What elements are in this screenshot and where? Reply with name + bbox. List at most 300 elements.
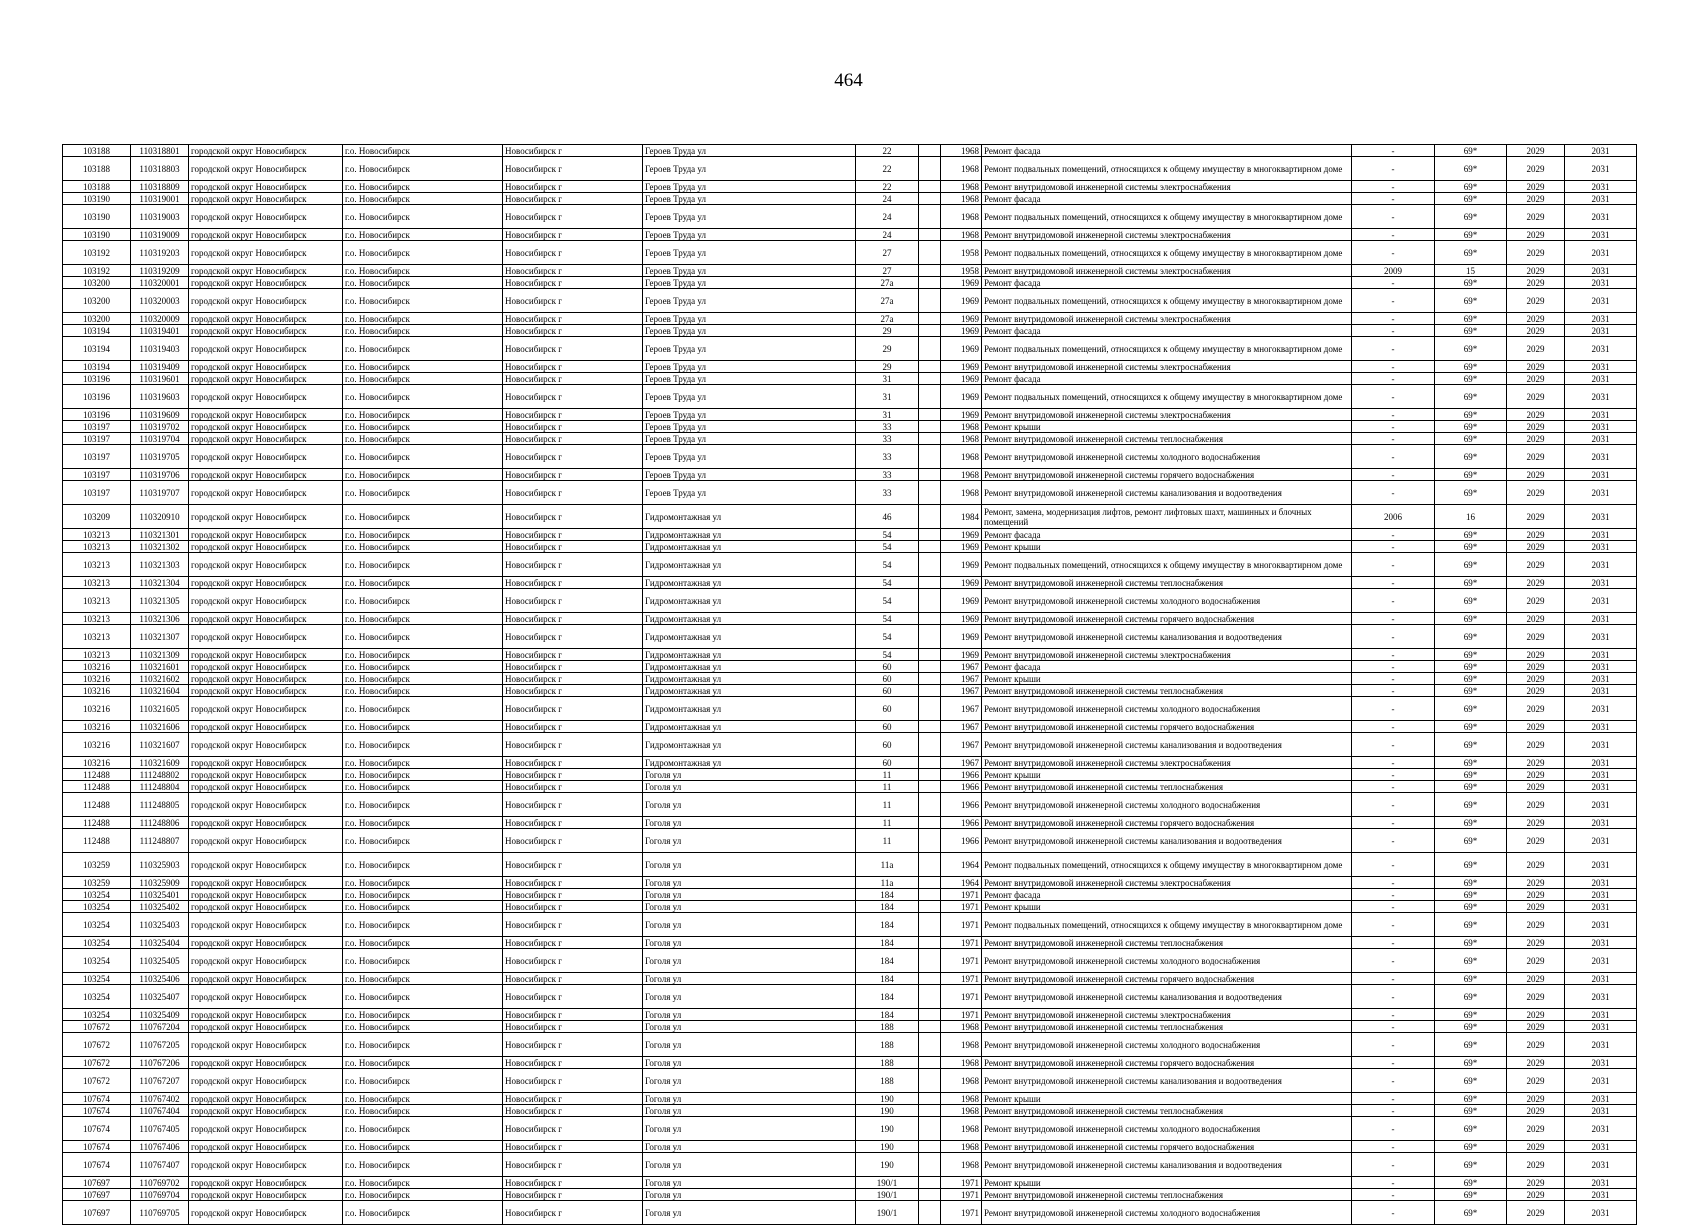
- cost-cell: -: [1352, 985, 1435, 1009]
- empty-cell: [919, 853, 941, 877]
- term-cell: 69*: [1435, 157, 1507, 181]
- district-cell: городской округ Новосибирск: [189, 541, 343, 553]
- empty-cell: [919, 1021, 941, 1033]
- year-to-cell: 2031: [1565, 1069, 1637, 1093]
- street-cell: Героев Труда ул: [643, 337, 856, 361]
- term-cell: 69*: [1435, 289, 1507, 313]
- settlement-cell: Новосибирск г: [503, 277, 643, 289]
- municipality-cell: г.о. Новосибирск: [343, 793, 503, 817]
- work-type-cell: Ремонт внутридомовой инженерной системы холодного водоснабжения: [982, 445, 1352, 469]
- empty-cell: [919, 553, 941, 577]
- house-cell: 33: [856, 469, 919, 481]
- work-code-cell: 110321306: [131, 613, 189, 625]
- settlement-cell: Новосибирск г: [503, 793, 643, 817]
- street-cell: Гоголя ул: [643, 937, 856, 949]
- cost-cell: -: [1352, 1069, 1435, 1093]
- work-type-cell: Ремонт внутридомовой инженерной системы электроснабжения: [982, 1009, 1352, 1021]
- table-row: [63, 1189, 1637, 1201]
- year-to-cell: 2031: [1565, 313, 1637, 325]
- table-row: [63, 325, 1637, 337]
- district-cell: городской округ Новосибирск: [189, 853, 343, 877]
- settlement-cell: Новосибирск г: [503, 481, 643, 505]
- house-cell: 22: [856, 145, 919, 157]
- empty-cell: [919, 289, 941, 313]
- work-type-cell: Ремонт внутридомовой инженерной системы холодного водоснабжения: [982, 793, 1352, 817]
- municipality-cell: г.о. Новосибирск: [343, 781, 503, 793]
- municipality-cell: г.о. Новосибирск: [343, 1021, 503, 1033]
- term-cell: 69*: [1435, 1057, 1507, 1069]
- work-code-cell: 110767406: [131, 1141, 189, 1153]
- house-cell: 22: [856, 181, 919, 193]
- cost-cell: -: [1352, 481, 1435, 505]
- street-cell: Гоголя ул: [643, 1189, 856, 1201]
- year-from-cell: 2029: [1507, 241, 1565, 265]
- house-cell: 190: [856, 1117, 919, 1141]
- year-to-cell: 2031: [1565, 193, 1637, 205]
- district-cell: городской округ Новосибирск: [189, 229, 343, 241]
- house-cell: 184: [856, 1009, 919, 1021]
- work-type-cell: Ремонт внутридомовой инженерной системы канализования и водоотведения: [982, 985, 1352, 1009]
- built-year-cell: 1969: [941, 649, 982, 661]
- work-code-cell: 110319401: [131, 325, 189, 337]
- year-from-cell: 2029: [1507, 1009, 1565, 1021]
- year-to-cell: 2031: [1565, 649, 1637, 661]
- table-row: [63, 685, 1637, 697]
- work-type-cell: Ремонт фасада: [982, 661, 1352, 673]
- district-cell: городской округ Новосибирск: [189, 577, 343, 589]
- house-cell: 24: [856, 229, 919, 241]
- year-from-cell: 2029: [1507, 229, 1565, 241]
- term-cell: 69*: [1435, 793, 1507, 817]
- house-cell: 54: [856, 625, 919, 649]
- district-cell: городской округ Новосибирск: [189, 313, 343, 325]
- term-cell: 69*: [1435, 1153, 1507, 1177]
- cost-cell: -: [1352, 385, 1435, 409]
- cost-cell: -: [1352, 853, 1435, 877]
- municipality-cell: г.о. Новосибирск: [343, 817, 503, 829]
- object-id-cell: 107674: [63, 1141, 131, 1153]
- year-from-cell: 2029: [1507, 421, 1565, 433]
- district-cell: городской округ Новосибирск: [189, 673, 343, 685]
- object-id-cell: 103216: [63, 697, 131, 721]
- work-code-cell: 110319609: [131, 409, 189, 421]
- street-cell: Героев Труда ул: [643, 277, 856, 289]
- district-cell: городской округ Новосибирск: [189, 145, 343, 157]
- municipality-cell: г.о. Новосибирск: [343, 433, 503, 445]
- work-type-cell: Ремонт внутридомовой инженерной системы теплоснабжения: [982, 685, 1352, 697]
- municipality-cell: г.о. Новосибирск: [343, 505, 503, 529]
- work-type-cell: Ремонт внутридомовой инженерной системы теплоснабжения: [982, 1021, 1352, 1033]
- object-id-cell: 107672: [63, 1021, 131, 1033]
- settlement-cell: Новосибирск г: [503, 289, 643, 313]
- district-cell: городской округ Новосибирск: [189, 505, 343, 529]
- district-cell: городской округ Новосибирск: [189, 1021, 343, 1033]
- street-cell: Героев Труда ул: [643, 229, 856, 241]
- year-from-cell: 2029: [1507, 265, 1565, 277]
- district-cell: городской округ Новосибирск: [189, 793, 343, 817]
- street-cell: Героев Труда ул: [643, 313, 856, 325]
- year-from-cell: 2029: [1507, 757, 1565, 769]
- municipality-cell: г.о. Новосибирск: [343, 757, 503, 769]
- built-year-cell: 1969: [941, 577, 982, 589]
- settlement-cell: Новосибирск г: [503, 265, 643, 277]
- settlement-cell: Новосибирск г: [503, 901, 643, 913]
- object-id-cell: 107674: [63, 1105, 131, 1117]
- year-from-cell: 2029: [1507, 901, 1565, 913]
- work-type-cell: Ремонт крыши: [982, 541, 1352, 553]
- object-id-cell: 107672: [63, 1033, 131, 1057]
- house-cell: 60: [856, 661, 919, 673]
- object-id-cell: 103188: [63, 157, 131, 181]
- work-type-cell: Ремонт внутридомовой инженерной системы электроснабжения: [982, 409, 1352, 421]
- built-year-cell: 1971: [941, 949, 982, 973]
- object-id-cell: 103192: [63, 241, 131, 265]
- object-id-cell: 103200: [63, 289, 131, 313]
- work-type-cell: Ремонт фасада: [982, 193, 1352, 205]
- municipality-cell: г.о. Новосибирск: [343, 937, 503, 949]
- built-year-cell: 1968: [941, 1033, 982, 1057]
- table-row: [63, 937, 1637, 949]
- empty-cell: [919, 277, 941, 289]
- district-cell: городской округ Новосибирск: [189, 1033, 343, 1057]
- empty-cell: [919, 373, 941, 385]
- term-cell: 69*: [1435, 277, 1507, 289]
- year-to-cell: 2031: [1565, 505, 1637, 529]
- object-id-cell: 112488: [63, 829, 131, 853]
- work-type-cell: Ремонт фасада: [982, 325, 1352, 337]
- street-cell: Гидромонтажная ул: [643, 673, 856, 685]
- year-to-cell: 2031: [1565, 973, 1637, 985]
- year-to-cell: 2031: [1565, 157, 1637, 181]
- empty-cell: [919, 445, 941, 469]
- municipality-cell: г.о. Новосибирск: [343, 157, 503, 181]
- house-cell: 54: [856, 553, 919, 577]
- work-code-cell: 110767206: [131, 1057, 189, 1069]
- district-cell: городской округ Новосибирск: [189, 325, 343, 337]
- term-cell: 69*: [1435, 145, 1507, 157]
- table-row: [63, 1009, 1637, 1021]
- works-table-body: [63, 145, 1637, 1225]
- work-type-cell: Ремонт внутридомовой инженерной системы горячего водоснабжения: [982, 817, 1352, 829]
- empty-cell: [919, 649, 941, 661]
- municipality-cell: г.о. Новосибирск: [343, 733, 503, 757]
- table-row: [63, 661, 1637, 673]
- empty-cell: [919, 697, 941, 721]
- municipality-cell: г.о. Новосибирск: [343, 661, 503, 673]
- work-code-cell: 110319603: [131, 385, 189, 409]
- table-row: [63, 289, 1637, 313]
- year-from-cell: 2029: [1507, 1105, 1565, 1117]
- cost-cell: -: [1352, 433, 1435, 445]
- table-row: [63, 1093, 1637, 1105]
- built-year-cell: 1968: [941, 1069, 982, 1093]
- year-from-cell: 2029: [1507, 1021, 1565, 1033]
- year-from-cell: 2029: [1507, 661, 1565, 673]
- year-from-cell: 2029: [1507, 853, 1565, 877]
- empty-cell: [919, 433, 941, 445]
- work-code-cell: 110769702: [131, 1177, 189, 1189]
- work-code-cell: 110320009: [131, 313, 189, 325]
- object-id-cell: 103216: [63, 757, 131, 769]
- settlement-cell: Новосибирск г: [503, 757, 643, 769]
- municipality-cell: г.о. Новосибирск: [343, 685, 503, 697]
- settlement-cell: Новосибирск г: [503, 229, 643, 241]
- house-cell: 11: [856, 817, 919, 829]
- year-from-cell: 2029: [1507, 781, 1565, 793]
- work-code-cell: 110319702: [131, 421, 189, 433]
- object-id-cell: 103216: [63, 661, 131, 673]
- street-cell: Героев Труда ул: [643, 157, 856, 181]
- street-cell: Гоголя ул: [643, 1009, 856, 1021]
- house-cell: 54: [856, 529, 919, 541]
- table-row: [63, 553, 1637, 577]
- municipality-cell: г.о. Новосибирск: [343, 1069, 503, 1093]
- cost-cell: -: [1352, 817, 1435, 829]
- term-cell: 69*: [1435, 913, 1507, 937]
- term-cell: 69*: [1435, 949, 1507, 973]
- work-code-cell: 110320003: [131, 289, 189, 313]
- object-id-cell: 103259: [63, 877, 131, 889]
- table-row: [63, 529, 1637, 541]
- work-type-cell: Ремонт, замена, модернизация лифтов, ремонт лифтовых шахт, машинных и блочных помещений: [982, 505, 1352, 529]
- year-from-cell: 2029: [1507, 541, 1565, 553]
- municipality-cell: г.о. Новосибирск: [343, 1189, 503, 1201]
- district-cell: городской округ Новосибирск: [189, 181, 343, 193]
- object-id-cell: 103213: [63, 553, 131, 577]
- work-type-cell: Ремонт крыши: [982, 1093, 1352, 1105]
- municipality-cell: г.о. Новосибирск: [343, 277, 503, 289]
- object-id-cell: 103254: [63, 1009, 131, 1021]
- built-year-cell: 1969: [941, 313, 982, 325]
- object-id-cell: 103188: [63, 145, 131, 157]
- municipality-cell: г.о. Новосибирск: [343, 913, 503, 937]
- work-type-cell: Ремонт внутридомовой инженерной системы электроснабжения: [982, 181, 1352, 193]
- year-to-cell: 2031: [1565, 1117, 1637, 1141]
- work-type-cell: Ремонт фасада: [982, 373, 1352, 385]
- district-cell: городской округ Новосибирск: [189, 913, 343, 937]
- house-cell: 24: [856, 205, 919, 229]
- district-cell: городской округ Новосибирск: [189, 769, 343, 781]
- table-row: [63, 361, 1637, 373]
- object-id-cell: 112488: [63, 793, 131, 817]
- work-type-cell: Ремонт внутридомовой инженерной системы холодного водоснабжения: [982, 1117, 1352, 1141]
- street-cell: Гоголя ул: [643, 889, 856, 901]
- work-code-cell: 110319209: [131, 265, 189, 277]
- work-type-cell: Ремонт внутридомовой инженерной системы холодного водоснабжения: [982, 949, 1352, 973]
- work-code-cell: 110321602: [131, 673, 189, 685]
- term-cell: 69*: [1435, 1189, 1507, 1201]
- municipality-cell: г.о. Новосибирск: [343, 697, 503, 721]
- settlement-cell: Новосибирск г: [503, 445, 643, 469]
- year-to-cell: 2031: [1565, 361, 1637, 373]
- table-row: [63, 181, 1637, 193]
- municipality-cell: г.о. Новосибирск: [343, 1141, 503, 1153]
- object-id-cell: 103213: [63, 649, 131, 661]
- district-cell: городской округ Новосибирск: [189, 1057, 343, 1069]
- table-row: [63, 373, 1637, 385]
- year-to-cell: 2031: [1565, 1009, 1637, 1021]
- house-cell: 188: [856, 1057, 919, 1069]
- year-from-cell: 2029: [1507, 373, 1565, 385]
- built-year-cell: 1966: [941, 829, 982, 853]
- built-year-cell: 1968: [941, 433, 982, 445]
- year-to-cell: 2031: [1565, 685, 1637, 697]
- street-cell: Гоголя ул: [643, 1057, 856, 1069]
- object-id-cell: 103196: [63, 409, 131, 421]
- cost-cell: -: [1352, 277, 1435, 289]
- term-cell: 69*: [1435, 229, 1507, 241]
- empty-cell: [919, 949, 941, 973]
- district-cell: городской округ Новосибирск: [189, 889, 343, 901]
- settlement-cell: Новосибирск г: [503, 553, 643, 577]
- district-cell: городской округ Новосибирск: [189, 1105, 343, 1117]
- municipality-cell: г.о. Новосибирск: [343, 1153, 503, 1177]
- cost-cell: -: [1352, 373, 1435, 385]
- house-cell: 60: [856, 733, 919, 757]
- year-from-cell: 2029: [1507, 145, 1565, 157]
- term-cell: 69*: [1435, 589, 1507, 613]
- settlement-cell: Новосибирск г: [503, 877, 643, 889]
- built-year-cell: 1969: [941, 385, 982, 409]
- term-cell: 69*: [1435, 1093, 1507, 1105]
- municipality-cell: г.о. Новосибирск: [343, 889, 503, 901]
- table-row: [63, 1021, 1637, 1033]
- object-id-cell: 103216: [63, 733, 131, 757]
- table-row: [63, 229, 1637, 241]
- house-cell: 60: [856, 697, 919, 721]
- work-code-cell: 110769704: [131, 1189, 189, 1201]
- table-row: [63, 205, 1637, 229]
- empty-cell: [919, 181, 941, 193]
- term-cell: 69*: [1435, 241, 1507, 265]
- year-to-cell: 2031: [1565, 721, 1637, 733]
- cost-cell: -: [1352, 205, 1435, 229]
- empty-cell: [919, 481, 941, 505]
- district-cell: городской округ Новосибирск: [189, 481, 343, 505]
- district-cell: городской округ Новосибирск: [189, 625, 343, 649]
- table-row: [63, 649, 1637, 661]
- empty-cell: [919, 1033, 941, 1057]
- year-to-cell: 2031: [1565, 553, 1637, 577]
- object-id-cell: 103200: [63, 277, 131, 289]
- object-id-cell: 107674: [63, 1093, 131, 1105]
- municipality-cell: г.о. Новосибирск: [343, 1201, 503, 1225]
- street-cell: Гидромонтажная ул: [643, 757, 856, 769]
- cost-cell: -: [1352, 1033, 1435, 1057]
- empty-cell: [919, 1009, 941, 1021]
- street-cell: Гидромонтажная ул: [643, 589, 856, 613]
- work-type-cell: Ремонт фасада: [982, 277, 1352, 289]
- cost-cell: -: [1352, 1021, 1435, 1033]
- empty-cell: [919, 769, 941, 781]
- settlement-cell: Новосибирск г: [503, 949, 643, 973]
- house-cell: 188: [856, 1033, 919, 1057]
- object-id-cell: 103200: [63, 313, 131, 325]
- term-cell: 69*: [1435, 469, 1507, 481]
- district-cell: городской округ Новосибирск: [189, 901, 343, 913]
- street-cell: Гидромонтажная ул: [643, 733, 856, 757]
- empty-cell: [919, 193, 941, 205]
- municipality-cell: г.о. Новосибирск: [343, 577, 503, 589]
- street-cell: Гидромонтажная ул: [643, 577, 856, 589]
- street-cell: Гоголя ул: [643, 829, 856, 853]
- municipality-cell: г.о. Новосибирск: [343, 361, 503, 373]
- municipality-cell: г.о. Новосибирск: [343, 325, 503, 337]
- work-type-cell: Ремонт подвальных помещений, относящихся к общему имуществу в многоквартирном доме: [982, 241, 1352, 265]
- works-table-container: [62, 144, 1636, 1225]
- street-cell: Гоголя ул: [643, 913, 856, 937]
- year-from-cell: 2029: [1507, 361, 1565, 373]
- object-id-cell: 103213: [63, 589, 131, 613]
- built-year-cell: 1968: [941, 1153, 982, 1177]
- table-row: [63, 673, 1637, 685]
- work-type-cell: Ремонт внутридомовой инженерной системы горячего водоснабжения: [982, 1057, 1352, 1069]
- term-cell: 69*: [1435, 373, 1507, 385]
- house-cell: 190/1: [856, 1177, 919, 1189]
- street-cell: Гоголя ул: [643, 1201, 856, 1225]
- term-cell: 69*: [1435, 181, 1507, 193]
- district-cell: городской округ Новосибирск: [189, 781, 343, 793]
- table-row: [63, 613, 1637, 625]
- object-id-cell: 103197: [63, 481, 131, 505]
- built-year-cell: 1967: [941, 757, 982, 769]
- term-cell: 69*: [1435, 1117, 1507, 1141]
- municipality-cell: г.о. Новосибирск: [343, 649, 503, 661]
- work-type-cell: Ремонт внутридомовой инженерной системы теплоснабжения: [982, 781, 1352, 793]
- works-table: [62, 144, 1637, 1225]
- term-cell: 69*: [1435, 781, 1507, 793]
- district-cell: городской округ Новосибирск: [189, 685, 343, 697]
- settlement-cell: Новосибирск г: [503, 361, 643, 373]
- street-cell: Гоголя ул: [643, 817, 856, 829]
- cost-cell: -: [1352, 241, 1435, 265]
- cost-cell: 2006: [1352, 505, 1435, 529]
- cost-cell: -: [1352, 697, 1435, 721]
- term-cell: 69*: [1435, 649, 1507, 661]
- cost-cell: -: [1352, 1093, 1435, 1105]
- term-cell: 69*: [1435, 853, 1507, 877]
- built-year-cell: 1969: [941, 589, 982, 613]
- table-row: [63, 949, 1637, 973]
- street-cell: Гоголя ул: [643, 1141, 856, 1153]
- street-cell: Гидромонтажная ул: [643, 505, 856, 529]
- settlement-cell: Новосибирск г: [503, 1021, 643, 1033]
- house-cell: 29: [856, 337, 919, 361]
- year-from-cell: 2029: [1507, 385, 1565, 409]
- table-row: [63, 625, 1637, 649]
- work-type-cell: Ремонт внутридомовой инженерной системы электроснабжения: [982, 649, 1352, 661]
- work-type-cell: Ремонт подвальных помещений, относящихся к общему имуществу в многоквартирном доме: [982, 385, 1352, 409]
- empty-cell: [919, 673, 941, 685]
- empty-cell: [919, 157, 941, 181]
- work-type-cell: Ремонт внутридомовой инженерной системы горячего водоснабжения: [982, 973, 1352, 985]
- work-code-cell: 110325409: [131, 1009, 189, 1021]
- work-code-cell: 110321604: [131, 685, 189, 697]
- work-type-cell: Ремонт крыши: [982, 1177, 1352, 1189]
- street-cell: Гоголя ул: [643, 1117, 856, 1141]
- work-type-cell: Ремонт внутридомовой инженерной системы теплоснабжения: [982, 577, 1352, 589]
- object-id-cell: 103259: [63, 853, 131, 877]
- built-year-cell: 1971: [941, 1189, 982, 1201]
- work-type-cell: Ремонт внутридомовой инженерной системы электроснабжения: [982, 757, 1352, 769]
- empty-cell: [919, 229, 941, 241]
- year-to-cell: 2031: [1565, 1177, 1637, 1189]
- cost-cell: -: [1352, 157, 1435, 181]
- street-cell: Гоголя ул: [643, 1153, 856, 1177]
- street-cell: Героев Труда ул: [643, 409, 856, 421]
- work-type-cell: Ремонт внутридомовой инженерной системы канализования и водоотведения: [982, 625, 1352, 649]
- work-type-cell: Ремонт крыши: [982, 769, 1352, 781]
